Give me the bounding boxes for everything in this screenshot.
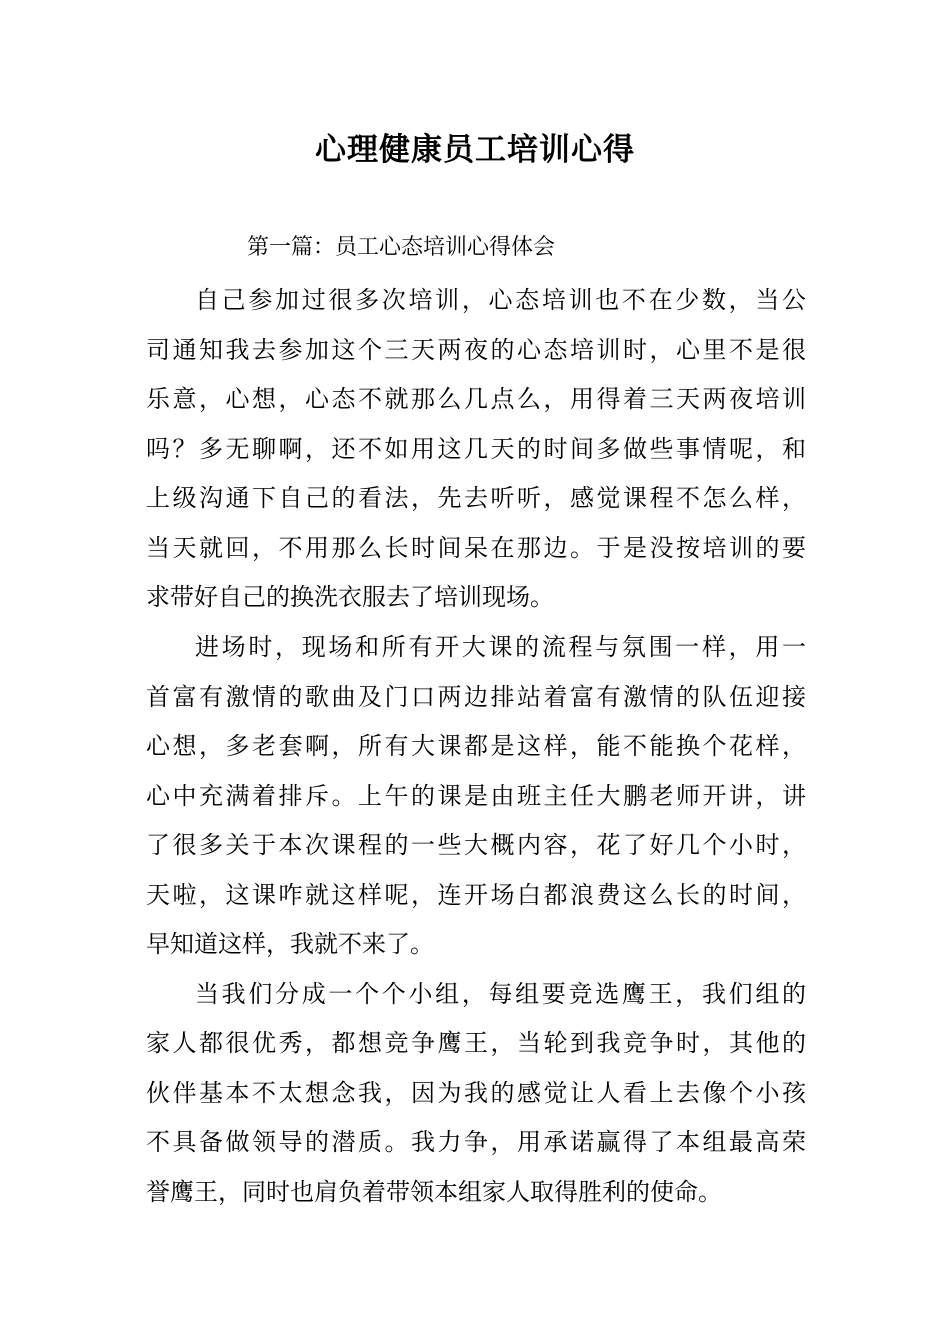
paragraph-line: 誉鹰王，同时也肩负着带领本组家人取得胜利的使命。 (146, 1178, 722, 1206)
paragraph-line: 心想，多老套啊，所有大课都是这样，能不能换个花样， (146, 732, 806, 760)
document-title: 心理健康员工培训心得 (315, 132, 635, 168)
paragraph-line: 天啦，这课咋就这样呢，连开场白都浪费这么长的时间， (146, 881, 806, 909)
paragraph-line: 早知道这样，我就不来了。 (146, 930, 434, 958)
paragraph-line: 当我们分成一个个小组，每组要竞选鹰王，我们组的 (195, 980, 806, 1008)
paragraph-line: 家人都很优秀，都想竞争鹰王，当轮到我竞争时，其他的 (146, 1029, 806, 1057)
paragraph-line: 首富有激情的歌曲及门口两边排站着富有激情的队伍迎接 (146, 683, 806, 711)
paragraph-line: 司通知我去参加这个三天两夜的心态培训时，心里不是很 (146, 336, 806, 364)
paragraph-line: 伙伴基本不太想念我，因为我的感觉让人看上去像个小孩 (146, 1079, 806, 1107)
section-heading: 第一篇：员工心态培训心得体会 (247, 235, 556, 260)
paragraph-line: 乐意，心想，心态不就那么几点么，用得着三天两夜培训 (146, 385, 806, 413)
paragraph-line: 进场时，现场和所有开大课的流程与氛围一样，用一 (195, 633, 806, 661)
paragraph-line: 自己参加过很多次培训，心态培训也不在少数，当公 (195, 286, 806, 314)
paragraph-line: 了很多关于本次课程的一些大概内容，花了好几个小时， (146, 831, 806, 859)
paragraph-line: 当天就回，不用那么长时间呆在那边。于是没按培训的要 (146, 534, 806, 562)
paragraph-line: 上级沟通下自己的看法，先去听听，感觉课程不怎么样， (146, 484, 806, 512)
paragraph-line: 心中充满着排斥。上午的课是由班主任大鹏老师开讲，讲 (146, 782, 806, 810)
paragraph-line: 不具备做领导的潜质。我力争，用承诺赢得了本组最高荣 (146, 1128, 806, 1156)
paragraph-line: 求带好自己的换洗衣服去了培训现场。 (146, 583, 554, 611)
paragraph-line: 吗？多无聊啊，还不如用这几天的时间多做些事情呢，和 (146, 435, 806, 463)
